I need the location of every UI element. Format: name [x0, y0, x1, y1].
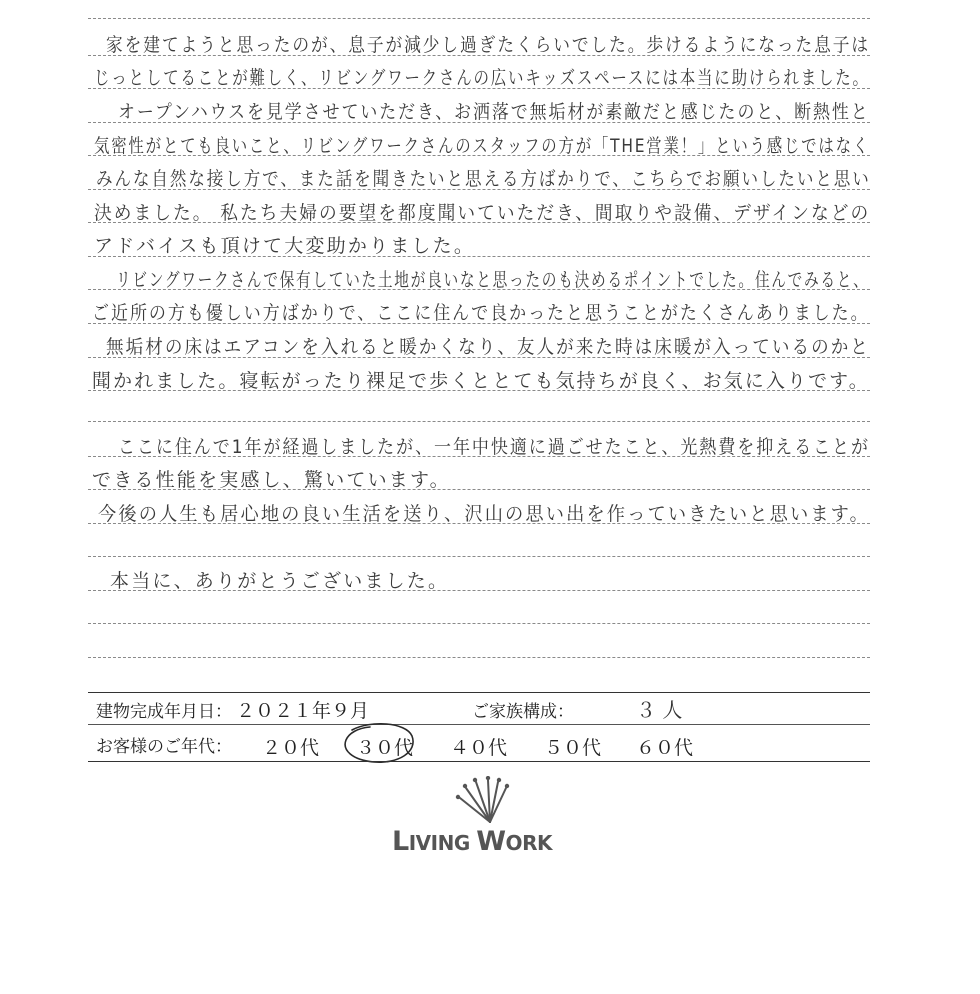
handwritten-line: 聞かれました。寝転がったり裸足で歩くととても気持ちが良く、お気に入りです。 — [92, 370, 870, 392]
completion-date-value: ２０２１年９月 — [236, 700, 370, 722]
ruled-line — [88, 556, 870, 557]
handwritten-line: 無垢材の床はエアコンを入れると暖かくなり、友人が来た時は床暖が入っているのかと — [106, 336, 870, 358]
handwritten-line: リビングワークさんで保有していた土地が良いなと思ったのも決めるポイントでした。住んでみると、 — [116, 269, 870, 291]
handwritten-line: じっとしてることが難しく、リビングワークさんの広いキッズスペースには本当に助けられました。 — [94, 67, 870, 89]
handwritten-line: 今後の人生も居心地の良い生活を送り、沢山の思い出を作っていきたいと思います。 — [98, 503, 870, 525]
age-option-30s: ３０代 — [356, 737, 414, 759]
handwritten-line: 家を建てようと思ったのが、息子が減少し過ぎたくらいでした。歩けるようになった息子は — [106, 34, 871, 56]
footer-top-rule — [88, 692, 870, 693]
handwritten-line: アドバイスも頂けて大変助かりました。 — [94, 235, 476, 257]
logo-burst-icon — [452, 776, 522, 826]
handwritten-line: 本当に、ありがとうございました。 — [110, 570, 450, 592]
handwritten-line: できる性能を実感し、驚いています。 — [92, 469, 451, 491]
ruled-line — [88, 623, 870, 624]
age-option-50s: ５０代 — [544, 737, 602, 759]
age-option-20s: ２０代 — [262, 737, 320, 759]
age-option-40s: ４０代 — [450, 737, 508, 759]
logo-wordmark: LIVING WORK — [392, 826, 552, 857]
footer-middle-rule — [88, 724, 870, 725]
age-group-label: お客様のご年代： — [96, 737, 232, 757]
footer-bottom-rule — [88, 761, 870, 762]
handwritten-line: ご近所の方も優しい方ばかりで、ここに住んで良かったと思うことがたくさんありました。 — [92, 302, 870, 324]
handwritten-line: ここに住んで1年が経過しましたが、一年中快適に過ごせたこと、光熱費を抑えることが — [118, 436, 870, 458]
completion-date-label: 建物完成年月日： — [96, 702, 232, 722]
ruled-line — [88, 18, 870, 19]
handwritten-line: オープンハウスを見学させていただき、お洒落で無垢材が素敵だと感じたのと、断熱性と — [118, 101, 870, 123]
age-option-60s: ６０代 — [636, 737, 694, 759]
ruled-line — [88, 421, 870, 422]
handwritten-line: 気密性がとても良いこと、リビングワークさんのスタッフの方が「THE営業！」という感じではなく — [94, 135, 871, 157]
handwritten-line: みんな自然な接し方で、また話を聞きたいと思える方ばかりで、こちらでお願いしたいと思い — [96, 168, 871, 190]
family-size-label: ご家族構成： — [472, 702, 574, 722]
ruled-line — [88, 657, 870, 658]
handwritten-line: 決めました。 私たち夫婦の要望を都度聞いていただき、間取りや設備、デザインなどの — [94, 202, 871, 224]
family-size-value: ３ 人 — [636, 698, 683, 722]
